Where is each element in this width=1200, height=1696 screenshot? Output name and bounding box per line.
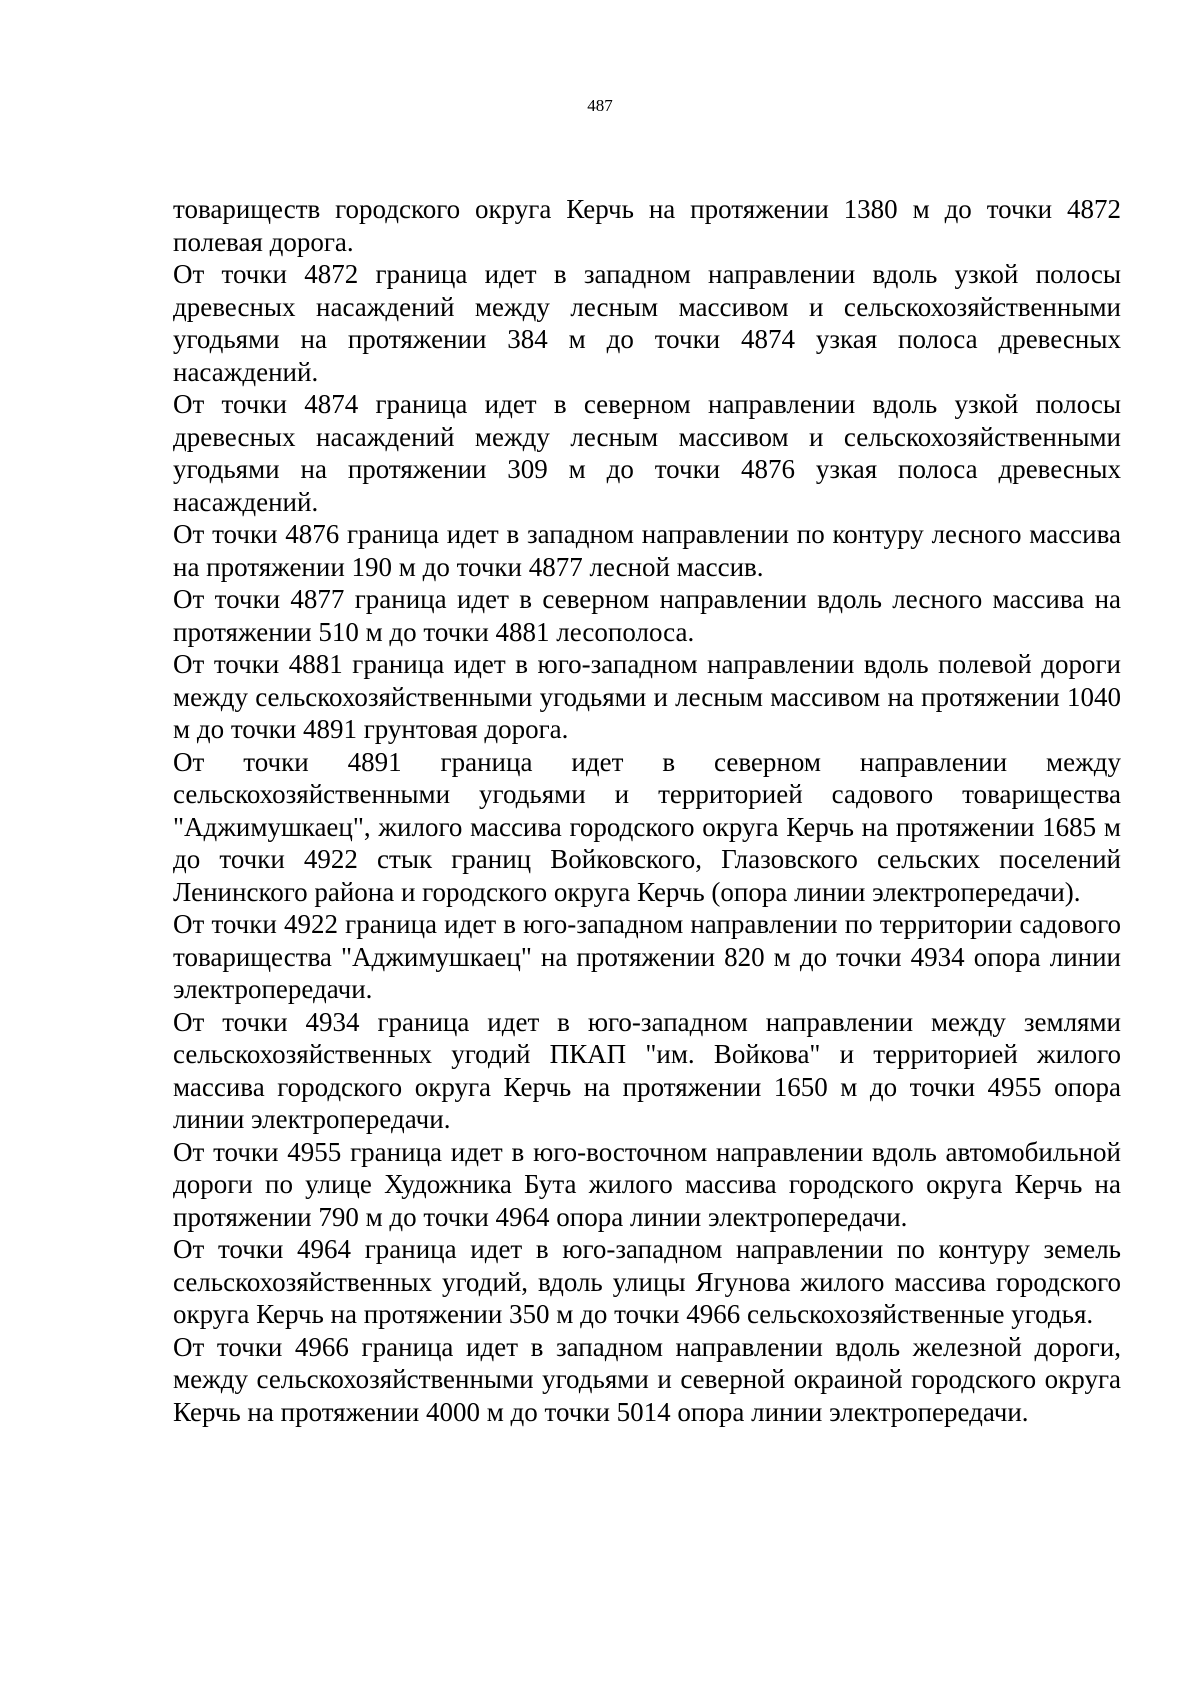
paragraph: От точки 4872 граница идет в западном направлении вдоль узкой полосы древесных насаждений между лесным массивом и сельскохозяйственными угодьями на протяжении 384 м до точки 4874 узкая полоса древесных насаждений. [173,259,1121,387]
paragraph: От точки 4874 граница идет в северном направлении вдоль узкой полосы древесных насаждений между лесным массивом и сельскохозяйственными угодьями на протяжении 309 м до точки 4876 узкая полоса древесных насаждений. [173,389,1121,517]
paragraph: товариществ городского округа Керчь на протяжении 1380 м до точки 4872 полевая дорога. [173,194,1121,257]
paragraph: От точки 4881 граница идет в юго-западном направлении вдоль полевой дороги между сельскохозяйственными угодьями и лесным массивом на протяжении 1040 м до точки 4891 грунтовая дорога. [173,649,1121,744]
paragraph: От точки 4922 граница идет в юго-западном направлении по территории садового товарищества "Аджимушкаец" на протяжении 820 м до точки 4934 опора линии электропередачи. [173,909,1121,1004]
paragraph: От точки 4934 граница идет в юго-западном направлении между землями сельскохозяйственных угодий ПКАП "им. Войкова" и территорией жилого массива городского округа Керчь на протяжении 1650 м до точки 4955 опора линии электропередачи. [173,1006,1121,1134]
paragraph: От точки 4891 граница идет в северном направлении между сельскохозяйственными угодьями и территорией садового товарищества "Аджимушкаец", жилого массива городского округа Керчь на протяжении 1685 м до точки 4922 стык границ Войковского, Глазовского сельских поселений Ленинского района и городского округа Керчь (опора линии электропередачи). [173,746,1121,907]
page-number: 487 [587,96,613,115]
paragraph: От точки 4955 граница идет в юго-восточном направлении вдоль автомобильной дороги по улице Художника Бута жилого массива городского округа Керчь на протяжении 790 м до точки 4964 опора линии электропередачи. [173,1136,1121,1232]
document-body [173,193,1121,1428]
paragraph: От точки 4964 граница идет в юго-западном направлении по контуру земель сельскохозяйственных угодий, вдоль улицы Ягунова жилого массива городского округа Керчь на протяжении 350 м до точки 4966 сельскохозяйственные угодья. [173,1234,1121,1329]
paragraph: От точки 4966 граница идет в западном направлении вдоль железной дороги, между сельскохозяйственными угодьями и северной окраиной городского округа Керчь на протяжении 4000 м до точки 5014 опора линии электропередачи. [173,1331,1121,1427]
paragraph: От точки 4876 граница идет в западном направлении по контуру лесного массива на протяжении 190 м до точки 4877 лесной массив. [173,519,1121,582]
paragraph: От точки 4877 граница идет в северном направлении вдоль лесного массива на протяжении 510 м до точки 4881 лесополоса. [173,584,1121,647]
